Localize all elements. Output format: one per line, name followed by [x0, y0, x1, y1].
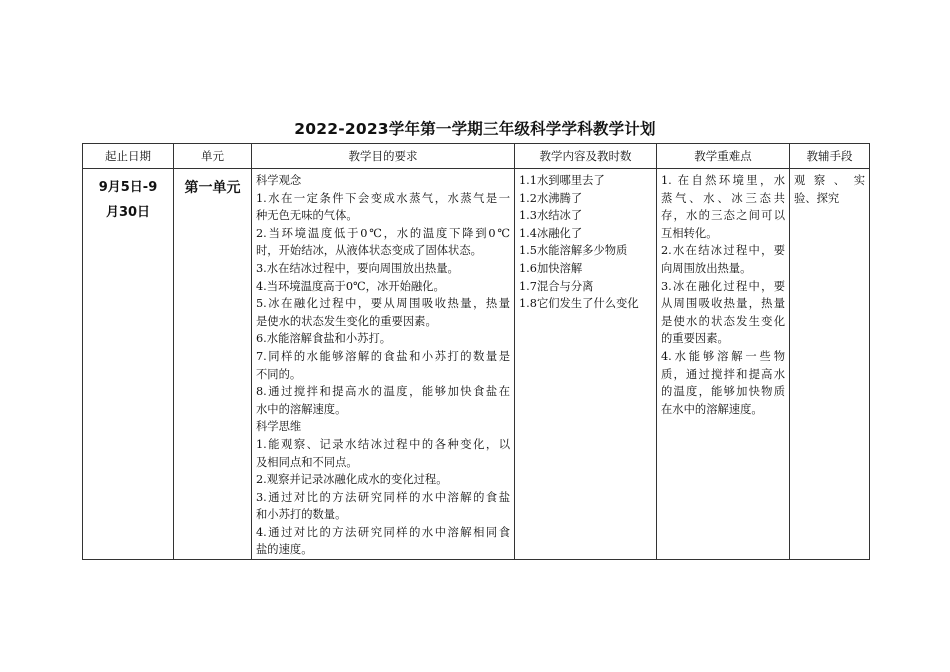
objectives-cell [252, 169, 515, 560]
objective-line: 6.水能溶解食盐和小苏打。 [256, 332, 392, 346]
objective-line: 5.冰在融化过程中，要从周围吸收热量，热量 [256, 297, 510, 311]
objective-line: 种无色无味的气体。 [256, 209, 358, 223]
key-point-line: 3.冰在融化过程中，要 [661, 279, 785, 293]
content-item: 1.1水到哪里去了 [519, 174, 605, 187]
unit-cell [174, 169, 252, 560]
objective-line: 2.当环境温度低于0℃，水的温度下降到0℃ [256, 226, 510, 240]
header-date-range: 起止日期 [83, 144, 174, 169]
content-item: 1.6加快溶解 [519, 261, 583, 275]
teaching-plan-table [82, 143, 870, 560]
objectives-list [252, 169, 514, 559]
objective-line: 时，开始结冰，从液体状态变成了固体状态。 [256, 244, 482, 258]
objective-line: 和小苏打的数量。 [256, 508, 347, 522]
date-range-cell [83, 169, 174, 560]
header-contents: 教学内容及教时数 [515, 144, 657, 169]
teaching-aids-list [790, 169, 869, 207]
objective-line: 及相同点和不同点。 [256, 455, 358, 469]
key-point-line: 4.水能够溶解一些物 [661, 349, 785, 363]
objective-line: 3.水在结冰过程中，要向周围放出热量。 [256, 261, 459, 275]
unit-name: 第一单元 [184, 180, 241, 196]
teaching-aids-cell [790, 169, 870, 560]
content-item: 1.4冰融化了 [519, 226, 583, 240]
objective-line: 科学思维 [256, 420, 302, 434]
objective-line: 4.通过对比的方法研究同样的水中溶解相同食 [256, 525, 510, 539]
content-item: 1.5水能溶解多少物质 [519, 244, 628, 258]
date-range-line-1: 9月5日-9 [98, 180, 158, 195]
header-teaching-aids: 教辅手段 [790, 144, 870, 169]
key-point-line: 从周围吸收热量，热量 [661, 297, 785, 311]
key-point-line: 在水中的溶解速度。 [661, 402, 763, 416]
document-title: 2022-2023学年第一学期三年级科学学科教学计划 [294, 120, 656, 138]
teaching-aid-line: 验、探究 [794, 191, 840, 205]
key-point-line: 2.水在结冰过程中，要 [661, 244, 785, 258]
objective-line: 2.观察并记录冰融化成水的变化过程。 [256, 473, 448, 487]
objective-line: 是使水的状态发生变化的重要因素。 [256, 314, 437, 328]
header-key-points: 教学重难点 [657, 144, 790, 169]
objective-line: 不同的。 [256, 367, 302, 381]
objective-line: 7.同样的水能够溶解的食盐和小苏打的数量是 [256, 349, 510, 363]
contents-cell [515, 169, 657, 560]
objective-line: 盐的速度。 [256, 543, 313, 557]
key-point-line: 向周围放出热量。 [661, 261, 752, 275]
objective-line: 1.能观察、记录水结冰过程中的各种变化，以 [256, 437, 510, 451]
teaching-aid-line: 观察、实 [794, 174, 865, 187]
key-point-line: 1. 在自然环境里，水 [661, 174, 785, 187]
objective-line: 科学观念 [256, 174, 302, 187]
key-points-list [657, 169, 789, 418]
content-item: 1.2水沸腾了 [519, 191, 583, 205]
objective-line: 4.当环境温度高于0℃，冰开始融化。 [256, 279, 445, 293]
objective-line: 水中的溶解速度。 [256, 402, 347, 416]
date-range-line-2: 月30日 [105, 205, 151, 220]
content-item: 1.7混合与分离 [519, 279, 594, 293]
key-point-line: 互相转化。 [661, 226, 718, 240]
key-point-line: 蒸气、水、冰三态共 [661, 191, 785, 205]
key-point-line: 的重要因素。 [661, 332, 729, 346]
key-point-line: 是使水的状态发生变化 [661, 314, 785, 328]
table-header-row [83, 144, 870, 169]
key-points-cell [657, 169, 790, 560]
header-objectives: 教学目的要求 [252, 144, 515, 169]
objective-line: 1.水在一定条件下会变成水蒸气，水蒸气是一 [256, 191, 510, 205]
contents-list [515, 169, 656, 313]
objective-line: 3.通过对比的方法研究同样的水中溶解的食盐 [256, 490, 510, 504]
header-unit: 单元 [174, 144, 252, 169]
objective-line: 8.通过搅拌和提高水的温度，能够加快食盐在 [256, 385, 510, 399]
key-point-line: 质，通过搅拌和提高水 [661, 367, 785, 381]
key-point-line: 存，水的三态之间可以 [661, 209, 785, 223]
content-item: 1.3水结冰了 [519, 209, 583, 223]
table-row [83, 169, 870, 560]
content-item: 1.8它们发生了什么变化 [519, 297, 639, 311]
key-point-line: 的温度，能够加快物质 [661, 385, 785, 399]
